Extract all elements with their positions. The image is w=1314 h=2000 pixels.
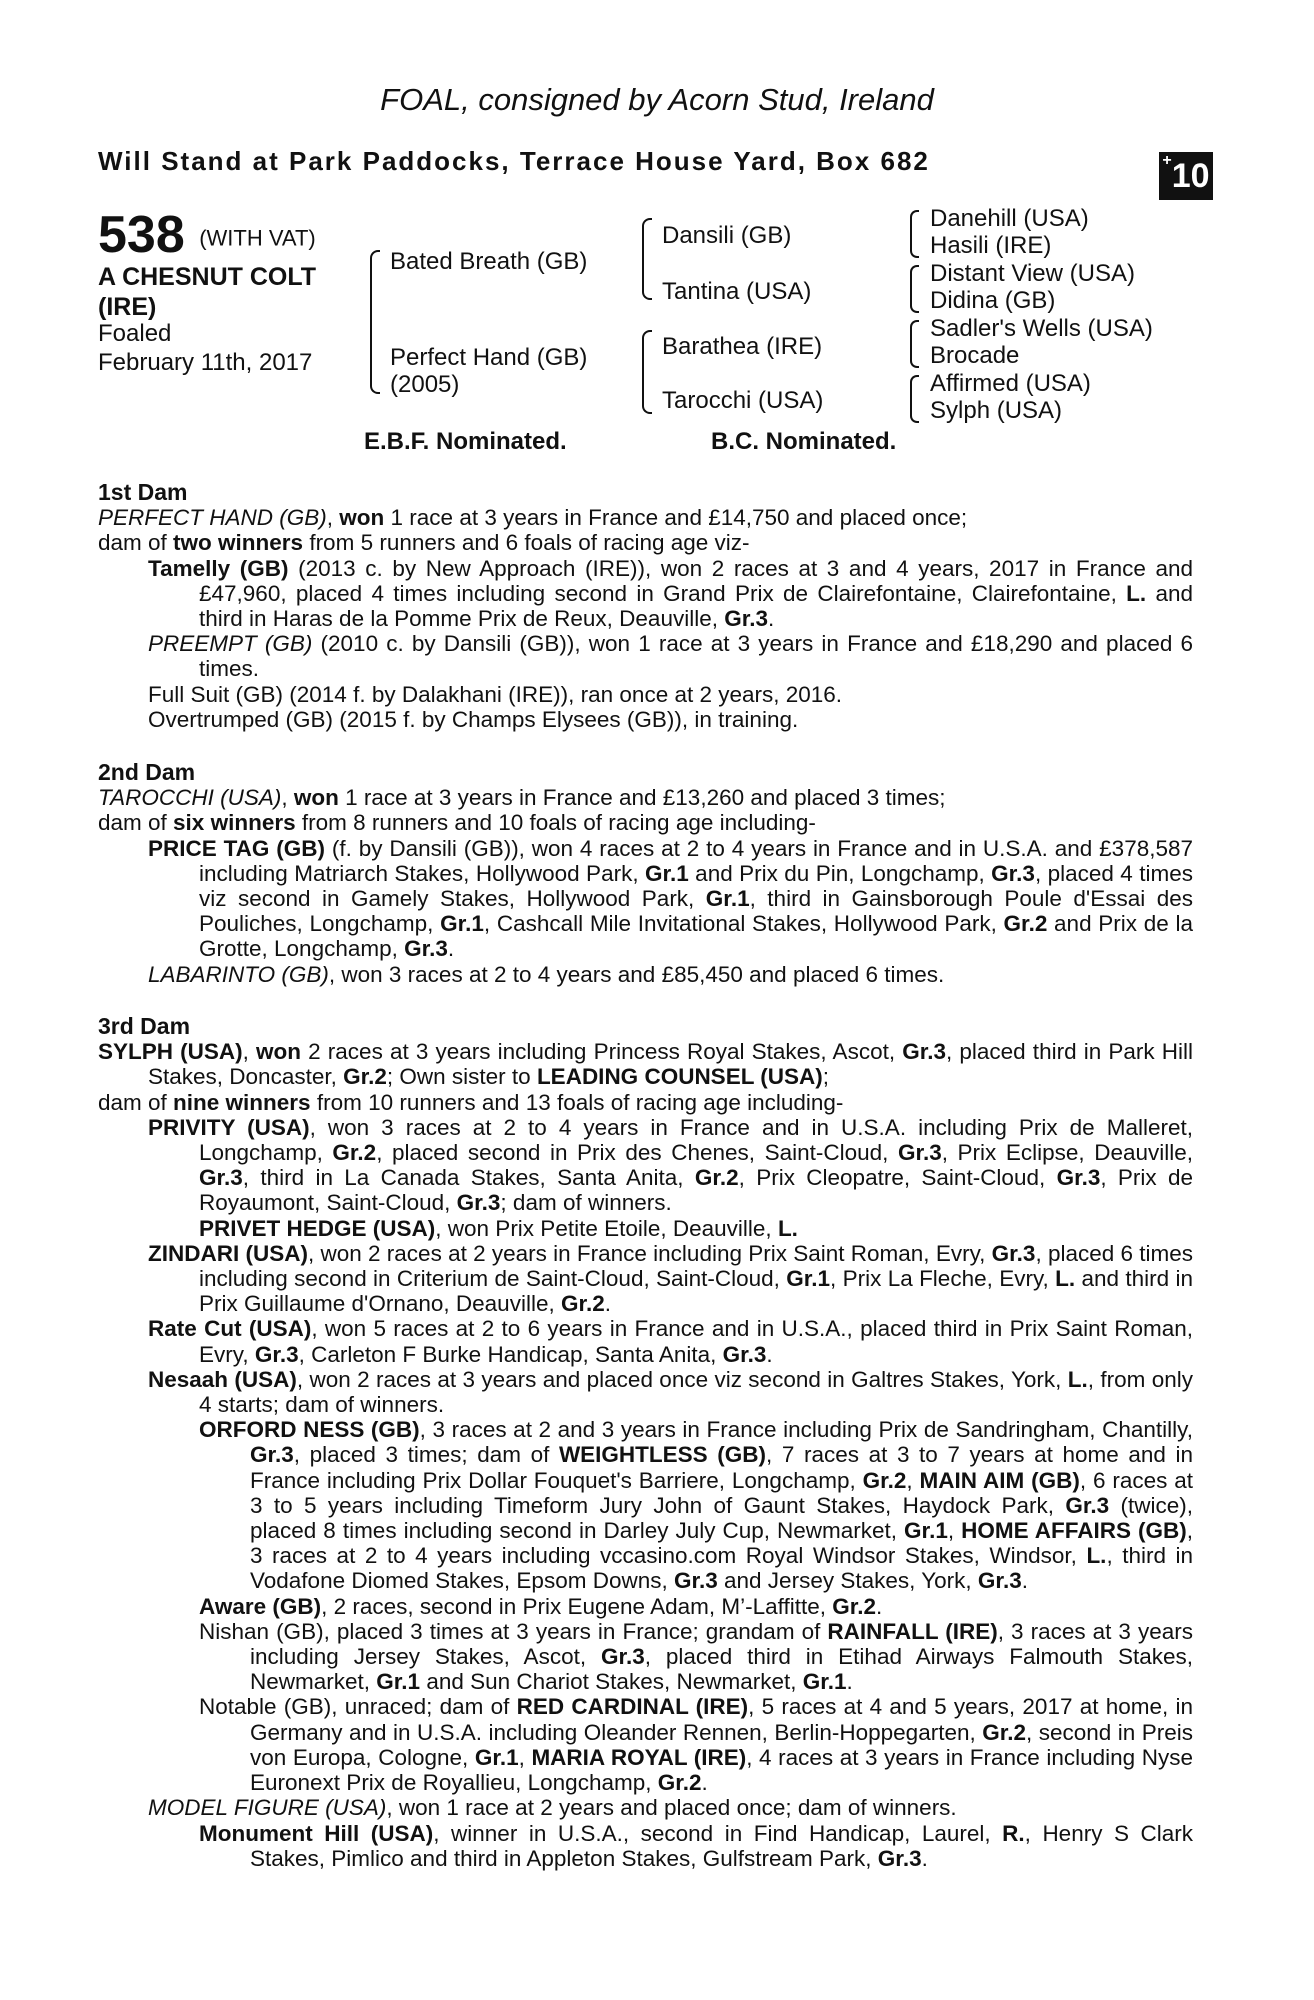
progeny-entry: Rate Cut (USA), won 5 races at 2 to 6 years in France and in U.S.A., placed third in Prix Saint Roman, Evry, Gr.3, Carleton F Burke Handicap, Santa Anita, Gr.3.: [148, 1316, 1194, 1367]
lot-number-block: [98, 205, 316, 265]
dam-dam: Tarocchi (USA): [662, 387, 824, 414]
pedigree-brace: [910, 375, 919, 423]
foaled-label: Foaled: [98, 320, 172, 347]
pedigree-brace: [910, 265, 919, 313]
lot-description: [98, 262, 316, 322]
first-dam-section: [98, 480, 1193, 732]
dam-sire: Barathea (IRE): [662, 333, 823, 360]
dam-produce-summary: dam of six winners from 8 runners and 10 foals of racing age including-: [98, 810, 816, 836]
colt-label: A CHESNUT COLT: [98, 263, 317, 291]
progeny-entry: ZINDARI (USA), won 2 races at 2 years in France including Prix Saint Roman, Evry, Gr.3, placed 6 times including second in Criterium de Saint-Cloud, Saint-Cloud, Gr.1, Prix La Fleche, Evry, L. and third in Prix Guillaume d'Ornano, Deauville, Gr.2.: [148, 1240, 1194, 1317]
foaled-date: February 11th, 2017: [98, 349, 313, 376]
grand-progeny-entry: Monument Hill (USA), winner in U.S.A., second in Find Handicap, Laurel, R., Henry S Clark Stakes, Pimlico and third in Appleton Stakes, Gulfstream Park, Gr.3.: [199, 1820, 1193, 1871]
badge-number: 10: [1171, 157, 1210, 195]
ggp-8: Sylph (USA): [930, 397, 1063, 424]
pedigree-brace: [910, 320, 919, 368]
sire-sire: Dansili (GB): [662, 222, 792, 249]
progeny-entry: Overtrumped (GB) (2015 f. by Champs Elysees (GB)), in training.: [148, 706, 799, 732]
grand-progeny-entry: PRIVET HEDGE (USA), won Prix Petite Etoile, Deauville, L.: [199, 1215, 798, 1241]
bc-nomination: B.C. Nominated.: [711, 428, 897, 455]
ggp-7: Affirmed (USA): [930, 370, 1091, 397]
dam-record: SYLPH (USA), won 2 races at 3 years including Princess Royal Stakes, Ascot, Gr.3, placed third in Park Hill Stakes, Doncaster, Gr.2; Own sister to LEADING COUNSEL (USA);: [98, 1039, 1193, 1090]
grand-progeny-entry: Aware (GB), 2 races, second in Prix Eugene Adam, M’-Laffitte, Gr.2.: [199, 1593, 883, 1619]
sire-dam: Tantina (USA): [662, 278, 812, 305]
badge-plus: +: [1162, 152, 1172, 169]
ggp-5: Sadler's Wells (USA): [930, 315, 1153, 342]
ggp-6: Brocade: [930, 342, 1020, 369]
progeny-entry: PREEMPT (GB) (2010 c. by Dansili (GB)), won 1 race at 3 years in France and £18,290 and placed 6 times.: [148, 631, 1194, 682]
colt-country: (IRE): [98, 293, 157, 321]
catalogue-header: FOAL, consigned by Acorn Stud, Ireland: [380, 82, 934, 117]
pedigree-brace: [910, 210, 919, 258]
lot-number: 538: [98, 206, 185, 264]
dam-record: TAROCCHI (USA), won 1 race at 3 years in France and £13,260 and placed 3 times;: [98, 785, 946, 811]
section-heading: 2nd Dam: [98, 759, 196, 785]
progeny-entry: PRICE TAG (GB) (f. by Dansili (GB)), won 4 races at 2 to 4 years in France and in U.S.A. and £378,587 including Matriarch Stakes, Hollywood Park, Gr.1 and Prix du Pin, Longchamp, Gr.3, placed 4 times viz second in Gamely Stakes, Hollywood Park, Gr.1, third in Gainsborough Poule d'Essai des Pouliches, Longchamp, Gr.1, Cashcall Mile Invitational Stakes, Hollywood Park, Gr.2 and Prix de la Grotte, Longchamp, Gr.3.: [148, 835, 1194, 962]
progeny-entry: PRIVITY (USA), won 3 races at 2 to 4 years in France and in U.S.A. including Prix de Malleret, Longchamp, Gr.2, placed second in Prix des Chenes, Saint-Cloud, Gr.3, Prix Eclipse, Deauville, Gr.3, third in La Canada Stakes, Santa Anita, Gr.2, Prix Cleopatre, Saint-Cloud, Gr.3, Prix de Royaumont, Saint-Cloud, Gr.3; dam of winners.: [148, 1114, 1194, 1216]
sale-badge: [1159, 152, 1213, 200]
stand-location: Will Stand at Park Paddocks, Terrace House Yard, Box 682: [98, 146, 930, 176]
progeny-entry: LABARINTO (GB), won 3 races at 2 to 4 years and £85,450 and placed 6 times.: [148, 961, 945, 987]
dam-produce-summary: dam of two winners from 5 runners and 6 foals of racing age viz-: [98, 530, 750, 556]
ggp-2: Hasili (IRE): [930, 232, 1052, 259]
sire: Bated Breath (GB): [390, 248, 588, 275]
dam-produce-summary: dam of nine winners from 10 runners and 13 foals of racing age including-: [98, 1089, 844, 1115]
progeny-entry: Nesaah (USA), won 2 races at 3 years and placed once viz second in Galtres Stakes, York, L., from only 4 starts; dam of winners.: [148, 1366, 1194, 1418]
section-heading: 3rd Dam: [98, 1013, 191, 1039]
third-dam-section: [98, 1014, 1193, 1871]
ggp-4: Didina (GB): [930, 287, 1056, 314]
grand-progeny-entry: Nishan (GB), placed 3 times at 3 years in France; grandam of RAINFALL (IRE), 3 races at 3 years including Jersey Stakes, Ascot, Gr.3, placed third in Etihad Airways Falmouth Stakes, Newmarket, Gr.1 and Sun Chariot Stakes, Newmarket, Gr.1.: [199, 1618, 1193, 1695]
grand-progeny-entry: ORFORD NESS (GB), 3 races at 2 and 3 years in France including Prix de Sandringham, Chantilly, Gr.3, placed 3 times; dam of WEIGHTLESS (GB), 7 races at 3 to 7 years at home and in France including Prix Dollar Fouquet's Barriere, Longchamp, Gr.2, MAIN AIM (GB), 6 races at 3 to 5 years including Timeform Jury John of Gaunt Stakes, Haydock Park, Gr.3 (twice), placed 8 times including second in Darley July Cup, Newmarket, Gr.1, HOME AFFAIRS (GB), 3 races at 2 to 4 years including vccasino.com Royal Windsor Stakes, Windsor, L., third in Vodafone Diomed Stakes, Epsom Downs, Gr.3 and Jersey Stakes, York, Gr.3.: [199, 1417, 1194, 1594]
progeny-entry: MODEL FIGURE (USA), won 1 race at 2 years and placed once; dam of winners.: [148, 1795, 957, 1821]
second-dam-section: [98, 760, 1193, 987]
pedigree-brace: [642, 330, 652, 414]
ggp-1: Danehill (USA): [930, 205, 1089, 232]
ggp-3: Distant View (USA): [930, 260, 1135, 287]
dam: Perfect Hand (GB): [390, 344, 588, 371]
section-heading: 1st Dam: [98, 479, 188, 505]
ebf-nomination: E.B.F. Nominated.: [364, 428, 567, 455]
vat-note: (WITH VAT): [199, 225, 316, 251]
pedigree-brace: [642, 218, 652, 300]
progeny-entry: Tamelly (GB) (2013 c. by New Approach (IRE)), won 2 races at 3 and 4 years, 2017 in France and £47,960, placed 4 times including second in Grand Prix de Clairefontaine, Clairefontaine, L. and third in Haras de la Pomme Prix de Reux, Deauville, Gr.3.: [148, 555, 1194, 632]
progeny-list: [98, 1115, 1193, 1871]
foaled-block: [98, 319, 312, 377]
dam-record: PERFECT HAND (GB), won 1 race at 3 years in France and £14,750 and placed once;: [98, 505, 968, 531]
grand-progeny-entry: Notable (GB), unraced; dam of RED CARDINAL (IRE), 5 races at 4 and 5 years, 2017 at home, in Germany and in U.S.A. including Oleander Rennen, Berlin-Hoppegarten, Gr.2, second in Preis von Europa, Cologne, Gr.1, MARIA ROYAL (IRE), 4 races at 3 years in France including Nyse Euronext Prix de Royallieu, Longchamp, Gr.2.: [199, 1694, 1193, 1796]
progeny-entry: Full Suit (GB) (2014 f. by Dalakhani (IRE)), ran once at 2 years, 2016.: [148, 681, 843, 707]
dam-year: (2005): [390, 371, 460, 398]
pedigree-brace: [370, 250, 380, 394]
